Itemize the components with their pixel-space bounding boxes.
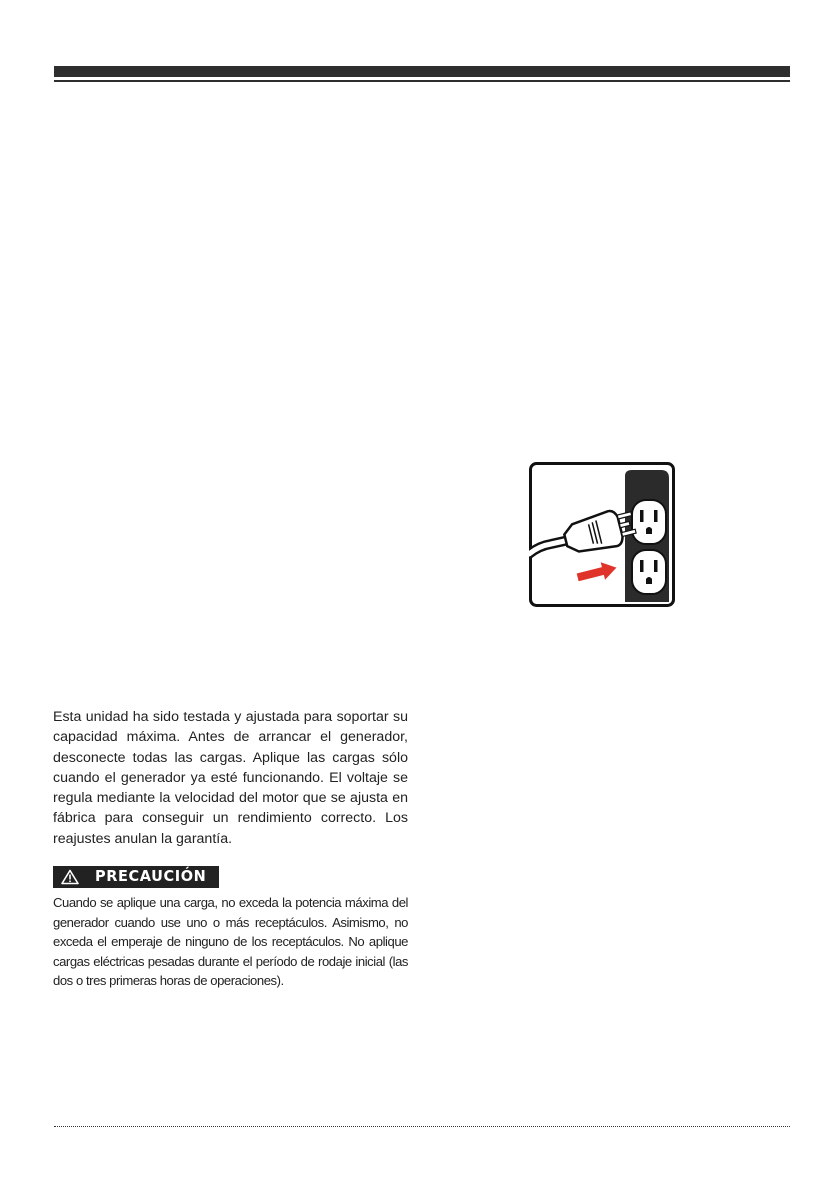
description-paragraph: Esta unidad ha sido testada y ajustada para soportar su capacidad máxima. Antes de arrancar el generador, desconecte todas las cargas. Aplique las cargas sólo cuando el generador ya esté funcionando. El voltaje se regula mediante la velocidad del motor que se ajusta en fábrica para conseguir un rendimiento correcto. Los reajustes anulan la garantía. [53,709,408,847]
warning-triangle-icon [61,869,79,885]
caution-warning-text [53,893,408,991]
caution-label: PRECAUCIÓN [95,868,207,886]
header-rule-thin [54,80,790,82]
plug-into-outlet-icon [529,462,675,607]
header-rule-thick [54,66,790,77]
caution-paragraph: Cuando se aplique una carga, no exceda la potencia máxima del generador cuando use uno o más receptáculos. Asimismo, no exceda el emperaje de ninguno de los receptáculos. No aplique cargas eléctricas pesadas durante el período de rodaje inicial (las dos o tres primeras horas de operaciones). [53,895,408,989]
footer-dotted-rule [54,1126,790,1127]
generator-load-description [53,707,408,849]
caution-badge [53,866,219,888]
